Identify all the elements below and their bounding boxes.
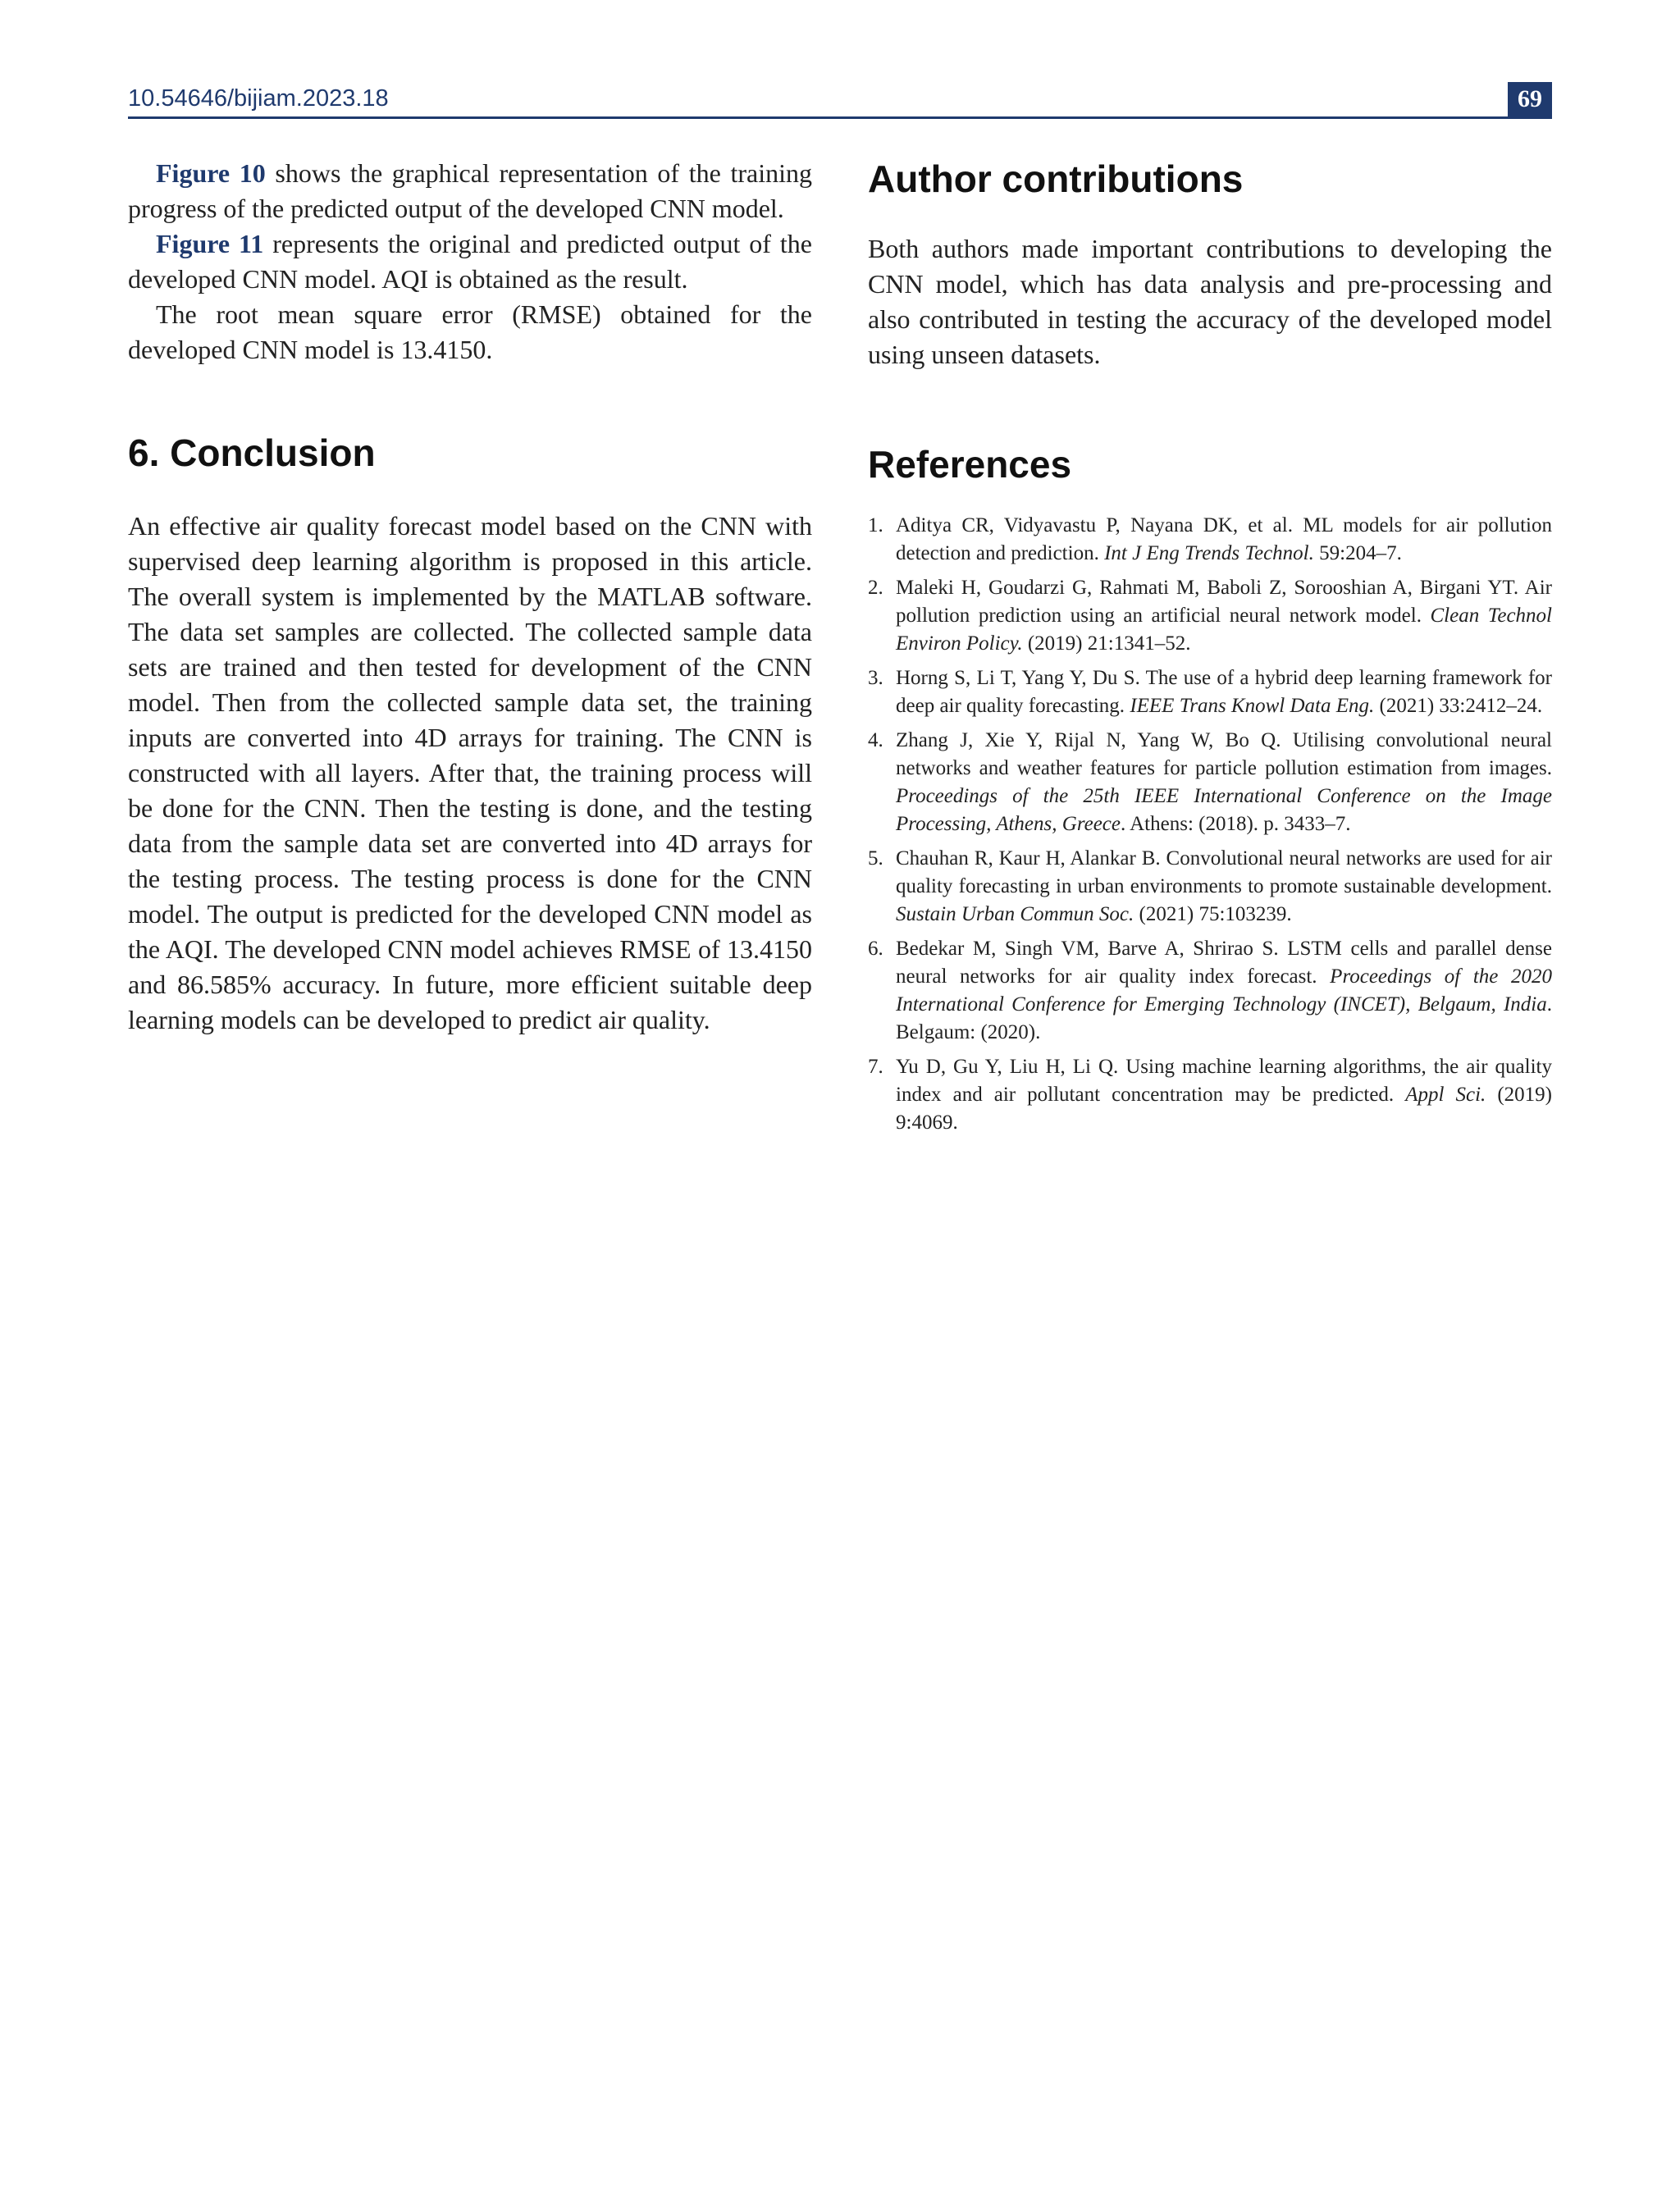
figure-11-link[interactable]: Figure 11 — [156, 229, 264, 258]
doi-link[interactable]: 10.54646/bijiam.2023.18 — [128, 85, 389, 112]
reference-journal: Clean Technol Environ Policy. — [896, 605, 1553, 655]
left-column — [128, 156, 812, 1038]
reference-number: 5. — [868, 847, 883, 870]
paragraph-figure-10 — [128, 156, 812, 226]
reference-item — [868, 512, 1552, 568]
conclusion-heading: 6. Conclusion — [128, 431, 376, 474]
paragraph-text: represents the original and predicted output of the developed CNN model. AQI is obtained as the result. — [128, 229, 812, 294]
paragraph-rmse: The root mean square error (RMSE) obtained for the developed CNN model is 13.4150. — [128, 299, 812, 364]
reference-text: Zhang J, Xie Y, Rijal N, Yang W, Bo Q. Utilising convolutional neural networks and weather features for particle pollution estimation from images. — [896, 729, 1552, 779]
reference-number: 7. — [868, 1056, 883, 1078]
paragraph-text: shows the graphical representation of the training progress of the predicted output of the developed CNN model. — [128, 158, 812, 223]
author-contributions-paragraph: Both authors made important contributions to developing the CNN model, which has data analysis and pre-processing and also contributed in testing the accuracy of the developed model using unseen datasets. — [868, 234, 1552, 369]
reference-text: Bedekar M, Singh VM, Barve A, Shrirao S. LSTM cells and parallel dense neural networks for air quality index forecast. — [896, 938, 1552, 988]
reference-text: Yu D, Gu Y, Liu H, Li Q. Using machine learning algorithms, the air quality index and air pollutant concentration may be predicted. — [896, 1056, 1552, 1106]
reference-item — [868, 574, 1552, 658]
paragraph-figure-11 — [128, 226, 812, 297]
reference-number: 4. — [868, 729, 883, 751]
reference-text: Horng S, Li T, Yang Y, Du S. The use of a hybrid deep learning framework for deep air quality forecasting. — [896, 667, 1552, 717]
reference-tail: . Athens: (2018). p. 3433–7. — [1121, 813, 1351, 835]
reference-tail: . Belgaum: (2020). — [896, 993, 1552, 1043]
reference-number: 1. — [868, 514, 883, 536]
reference-journal: IEEE Trans Knowl Data Eng. — [1130, 695, 1375, 717]
reference-text: Chauhan R, Kaur H, Alankar B. Convolutional neural networks are used for air quality forecasting in urban environments to promote sustainable development. — [896, 847, 1552, 897]
reference-journal: Proceedings of the 2020 International Conference for Emerging Technology (INCET), Belgaum, India — [896, 965, 1552, 1016]
reference-tail: 59:204–7. — [1313, 542, 1402, 564]
reference-tail: (2019) 9:4069. — [896, 1084, 1552, 1134]
reference-item — [868, 845, 1552, 929]
reference-tail: (2021) 75:103239. — [1134, 903, 1292, 925]
reference-text: Aditya CR, Vidyavastu P, Nayana DK, et al. ML models for air pollution detection and prediction. — [896, 514, 1552, 564]
reference-item — [868, 1053, 1552, 1137]
reference-number: 6. — [868, 938, 883, 960]
page-header — [128, 82, 1552, 119]
reference-text: Maleki H, Goudarzi G, Rahmati M, Baboli Z, Sorooshian A, Birgani YT. Air pollution prediction using an artificial neural network model. — [896, 577, 1552, 627]
reference-journal: Appl Sci. — [1405, 1084, 1486, 1106]
right-column — [868, 156, 1552, 1143]
reference-number: 3. — [868, 667, 883, 689]
references-heading: References — [868, 443, 1072, 486]
conclusion-paragraph: An effective air quality forecast model based on the CNN with supervised deep learning algorithm is proposed in this article. The overall system is implemented by the MATLAB software. The data set samples are collected. The collected sample data sets are trained and then tested for development of the CNN model. Then from the collected sample data set, the training inputs are converted into 4D arrays for training. The CNN is constructed with all layers. After that, the training process will be done for the CNN. Then the testing is done, and the testing data from the sample data set are converted into 4D arrays for the testing process. The testing process is done for the CNN model. The output is predicted for the developed CNN model as the AQI. The developed CNN model achieves RMSE of 13.4150 and 86.585% accuracy. In future, more efficient suitable deep learning models can be developed to predict air quality. — [128, 511, 812, 1034]
references-list — [868, 512, 1552, 1137]
page-number: 69 — [1508, 82, 1552, 116]
reference-journal: Sustain Urban Commun Soc. — [896, 903, 1134, 925]
reference-number: 2. — [868, 577, 883, 599]
reference-item — [868, 935, 1552, 1047]
reference-item — [868, 727, 1552, 838]
reference-journal: Int J Eng Trends Technol. — [1104, 542, 1314, 564]
reference-journal: Proceedings of the 25th IEEE International Conference on the Image Processing, Athens, Greece — [896, 785, 1552, 835]
reference-item — [868, 664, 1552, 720]
author-contributions-heading: Author contributions — [868, 157, 1244, 200]
reference-tail: (2019) 21:1341–52. — [1022, 632, 1191, 655]
reference-tail: (2021) 33:2412–24. — [1374, 695, 1543, 717]
figure-10-link[interactable]: Figure 10 — [156, 158, 266, 188]
